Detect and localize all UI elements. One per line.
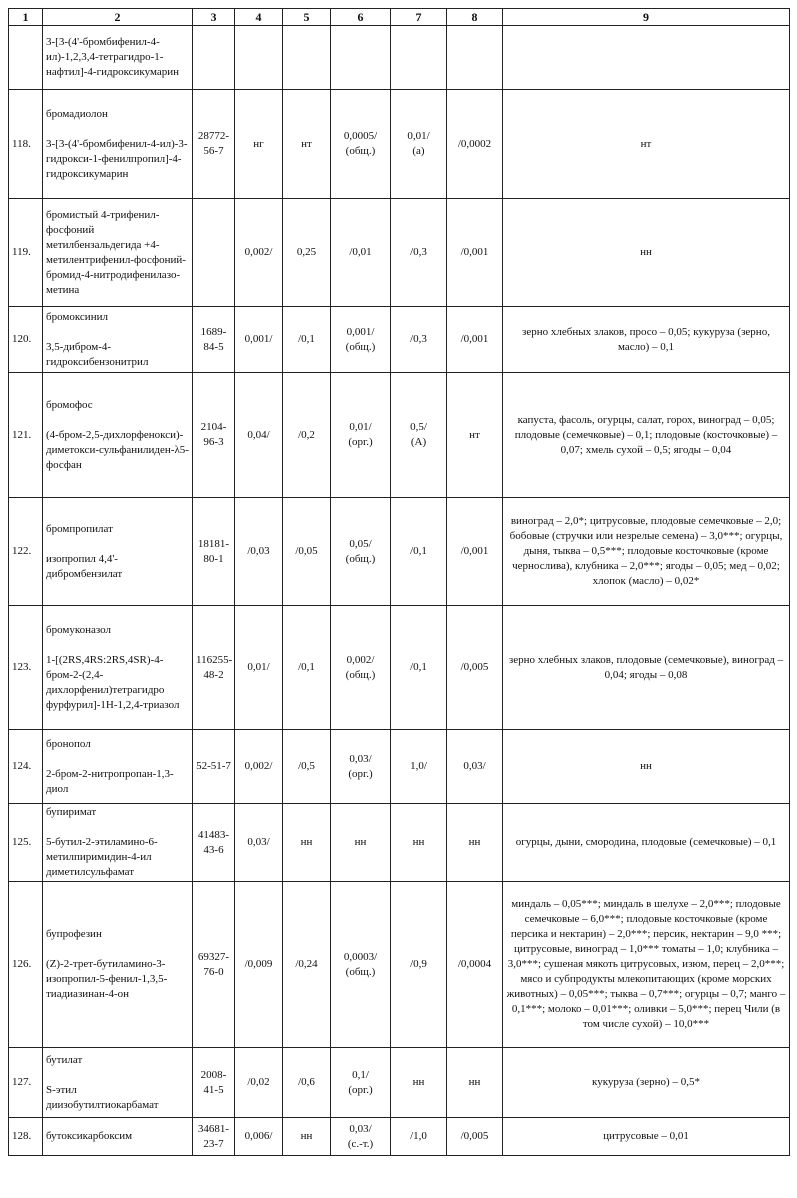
col4-value: /0,009	[235, 882, 283, 1048]
chemical-name: (Z)-2-трет-бутиламино-3-изопропил-5-фенил-1,3,5-тиадиазинан-4-он	[46, 958, 168, 1000]
substance-name: бромоксинил	[46, 310, 108, 323]
food-limits: зерно хлебных злаков, плодовые (семечковые), виноград – 0,04; ягоды – 0,08	[503, 606, 790, 730]
col6-value: 0,002/ (общ.)	[331, 606, 391, 730]
row-number: 122.	[9, 498, 43, 606]
col7-value: /0,3	[391, 307, 447, 373]
col7-value: /0,9	[391, 882, 447, 1048]
col6-value: 0,01/ (орг.)	[331, 373, 391, 498]
col6-value: 0,03/ (орг.)	[331, 730, 391, 804]
cas-number: 2008-41-5	[193, 1048, 235, 1118]
col4-value: 0,001/	[235, 307, 283, 373]
substance-name: бутоксикарбоксим	[46, 1130, 133, 1142]
col7-value	[391, 26, 447, 90]
col8-value: нт	[447, 373, 503, 498]
table-row	[9, 804, 790, 882]
table-row	[9, 90, 790, 199]
chemical-name: изопропил 4,4'-дибромбензилат	[46, 552, 123, 580]
food-limits: кукуруза (зерно) – 0,5*	[503, 1048, 790, 1118]
substance-cell	[43, 1048, 193, 1118]
header-cell: 4	[235, 9, 283, 26]
header-cell: 8	[447, 9, 503, 26]
col6-value: /0,01	[331, 199, 391, 307]
chemical-name: S-этил диизобутилтиокарбамат	[46, 1083, 159, 1111]
row-number: 119.	[9, 199, 43, 307]
col8-value: нн	[447, 804, 503, 882]
row-number: 124.	[9, 730, 43, 804]
table-row	[9, 730, 790, 804]
chemical-name: 5-бутил-2-этиламино-6-метилпиримидин-4-ил диметилсульфамат	[46, 836, 158, 878]
substance-name: бромадиолон	[46, 107, 108, 120]
col8-value: /0,0004	[447, 882, 503, 1048]
cas-number: 116255-48-2	[193, 606, 235, 730]
substance-name: бронопол	[46, 737, 91, 750]
substance-name: бупиримат	[46, 806, 97, 818]
col8-value: /0,005	[447, 1118, 503, 1156]
chemical-name: 2-бром-2-нитропропан-1,3-диол	[46, 767, 174, 795]
col5-value: /0,1	[283, 307, 331, 373]
substance-cell	[43, 730, 193, 804]
table-row	[9, 882, 790, 1048]
col8-value	[447, 26, 503, 90]
food-limits: капуста, фасоль, огурцы, салат, горох, виноград – 0,05; плодовые (семечковые) – 0,1; плодовые (косточковые) – 0,07; хмель сухой – 0,5; ягоды – 0,04	[503, 373, 790, 498]
col5-value: нн	[283, 1118, 331, 1156]
cas-number	[193, 26, 235, 90]
substance-cell	[43, 1118, 193, 1156]
row-number: 121.	[9, 373, 43, 498]
cas-number: 18181-80-1	[193, 498, 235, 606]
table-row	[9, 26, 790, 90]
col5-value: 0,25	[283, 199, 331, 307]
cas-number	[193, 199, 235, 307]
col7-value: 0,01/ (а)	[391, 90, 447, 199]
substance-cell	[43, 307, 193, 373]
document-page	[8, 8, 790, 1156]
substance-name: бутилат	[46, 1053, 83, 1066]
food-limits: миндаль – 0,05***; миндаль в шелухе – 2,0***; плодовые семечковые – 6,0***; плодовые косточковые (кроме персика и нектарин) – 2,0***; персик, нектарин – 9,0 ***; цитрусовые, виноград – 1,0*** томаты – 1,0; клубника – 3,0***; сушеная мякоть цитрусовых, изюм, перец – 2,0***; мясо и субпродукты млекопитающих (кроме морских животных) – 0,05***; тыква – 0,7***; огурцы – 0,7; манго – 0,1***; молоко – 0,01***; оливки – 5,0***; перец Чили (в том числе сухой) – 10,0***	[503, 882, 790, 1048]
food-limits	[503, 26, 790, 90]
substance-name: бупрофезин	[46, 928, 102, 940]
col8-value: /0,0002	[447, 90, 503, 199]
col8-value: нн	[447, 1048, 503, 1118]
food-limits: нт	[503, 90, 790, 199]
cas-number: 2104-96-3	[193, 373, 235, 498]
col4-value: /0,03	[235, 498, 283, 606]
col5-value	[283, 26, 331, 90]
row-number: 125.	[9, 804, 43, 882]
row-number	[9, 26, 43, 90]
header-cell: 7	[391, 9, 447, 26]
cas-number: 34681-23-7	[193, 1118, 235, 1156]
col8-value: 0,03/	[447, 730, 503, 804]
col5-value: нт	[283, 90, 331, 199]
col7-value: /0,3	[391, 199, 447, 307]
col7-value: нн	[391, 804, 447, 882]
col4-value: нг	[235, 90, 283, 199]
substance-cell	[43, 26, 193, 90]
header-cell: 9	[503, 9, 790, 26]
table-row	[9, 199, 790, 307]
row-number: 127.	[9, 1048, 43, 1118]
col4-value: 0,03/	[235, 804, 283, 882]
header-cell: 5	[283, 9, 331, 26]
header-cell: 3	[193, 9, 235, 26]
table-row	[9, 498, 790, 606]
substance-name: бромпропилат	[46, 522, 113, 535]
col4-value: 0,01/	[235, 606, 283, 730]
header-cell: 6	[331, 9, 391, 26]
col6-value: 0,1/ (орг.)	[331, 1048, 391, 1118]
col7-value: 0,5/ (А)	[391, 373, 447, 498]
substance-cell	[43, 373, 193, 498]
cas-number: 41483-43-6	[193, 804, 235, 882]
substance-cell	[43, 90, 193, 199]
food-limits: зерно хлебных злаков, просо – 0,05; кукуруза (зерно, масло) – 0,1	[503, 307, 790, 373]
table-row	[9, 1118, 790, 1156]
col4-value: 0,002/	[235, 730, 283, 804]
cas-number: 28772-56-7	[193, 90, 235, 199]
col6-value	[331, 26, 391, 90]
col4-value: 0,002/	[235, 199, 283, 307]
food-limits: нн	[503, 730, 790, 804]
substance-cell	[43, 199, 193, 307]
chemical-name: (4-бром-2,5-дихлорфенокси)-диметокси-сульфанилиден-λ5-фосфан	[46, 428, 189, 471]
col4-value: /0,02	[235, 1048, 283, 1118]
col6-value: 0,03/ (с.-т.)	[331, 1118, 391, 1156]
col5-value: /0,5	[283, 730, 331, 804]
row-number: 120.	[9, 307, 43, 373]
row-number: 118.	[9, 90, 43, 199]
col5-value: /0,24	[283, 882, 331, 1048]
table-row	[9, 1048, 790, 1118]
food-limits: нн	[503, 199, 790, 307]
header-cell: 2	[43, 9, 193, 26]
substance-cell	[43, 498, 193, 606]
col6-value: 0,0003/ (общ.)	[331, 882, 391, 1048]
col7-value: нн	[391, 1048, 447, 1118]
row-number: 128.	[9, 1118, 43, 1156]
col7-value: 1,0/	[391, 730, 447, 804]
substance-name: бромофос	[46, 398, 93, 411]
col4-value: 0,04/	[235, 373, 283, 498]
col7-value: /0,1	[391, 498, 447, 606]
substance-name: бромуконазол	[46, 623, 112, 636]
cas-number: 69327-76-0	[193, 882, 235, 1048]
col4-value: 0,006/	[235, 1118, 283, 1156]
col6-value: 0,001/ (общ.)	[331, 307, 391, 373]
col7-value: /0,1	[391, 606, 447, 730]
col6-value: 0,05/ (общ.)	[331, 498, 391, 606]
col5-value: /0,6	[283, 1048, 331, 1118]
cas-number: 52-51-7	[193, 730, 235, 804]
table-row	[9, 606, 790, 730]
hygienic-standards-table	[8, 8, 790, 1156]
food-limits: огурцы, дыни, смородина, плодовые (семечковые) – 0,1	[503, 804, 790, 882]
substance-name: бромистый 4-трифенил-фосфоний метилбензальдегида +4-метилентрифенил-фосфоний-бромид-4-нитродифенилазо-метина	[46, 208, 186, 296]
col7-value: /1,0	[391, 1118, 447, 1156]
col4-value	[235, 26, 283, 90]
col5-value: /0,05	[283, 498, 331, 606]
header-cell: 1	[9, 9, 43, 26]
cas-number: 1689-84-5	[193, 307, 235, 373]
substance-cell	[43, 804, 193, 882]
chemical-name: 3,5-дибром-4-гидроксибензонитрил	[46, 340, 149, 368]
col5-value: /0,1	[283, 606, 331, 730]
food-limits: цитрусовые – 0,01	[503, 1118, 790, 1156]
row-number: 126.	[9, 882, 43, 1048]
substance-cell	[43, 606, 193, 730]
col6-value: 0,0005/ (общ.)	[331, 90, 391, 199]
col5-value: /0,2	[283, 373, 331, 498]
col6-value: нн	[331, 804, 391, 882]
row-number: 123.	[9, 606, 43, 730]
food-limits: виноград – 2,0*; цитрусовые, плодовые семечковые – 2,0; бобовые (стручки или незрелые семена) – 3,0***; огурцы, дыня, тыква – 0,5***; плодовые косточковые (кроме чернослива), клубника – 2,0***; ягоды – 0,05; мед – 0,02; хлопок (масло) – 0,02*	[503, 498, 790, 606]
chemical-name: 3-[3-(4'-бромбифенил-4-ил)-1,2,3,4-тетрагидро-1-нафтил]-4-гидроксикумарин	[46, 36, 179, 78]
col8-value: /0,005	[447, 606, 503, 730]
table-row	[9, 373, 790, 498]
chemical-name: 3-[3-(4'-бромбифенил-4-ил)-3-гидрокси-1-фенилпропил]-4-гидроксикумарин	[46, 137, 188, 180]
col8-value: /0,001	[447, 498, 503, 606]
chemical-name: 1-[(2RS,4RS:2RS,4SR)-4-бром-2-(2,4-дихлорфенил)тетрагидро фурфурил]-1H-1,2,4-триазол	[46, 653, 180, 711]
col5-value: нн	[283, 804, 331, 882]
substance-cell	[43, 882, 193, 1048]
col8-value: /0,001	[447, 307, 503, 373]
table-row	[9, 307, 790, 373]
header-row	[9, 9, 790, 26]
col8-value: /0,001	[447, 199, 503, 307]
